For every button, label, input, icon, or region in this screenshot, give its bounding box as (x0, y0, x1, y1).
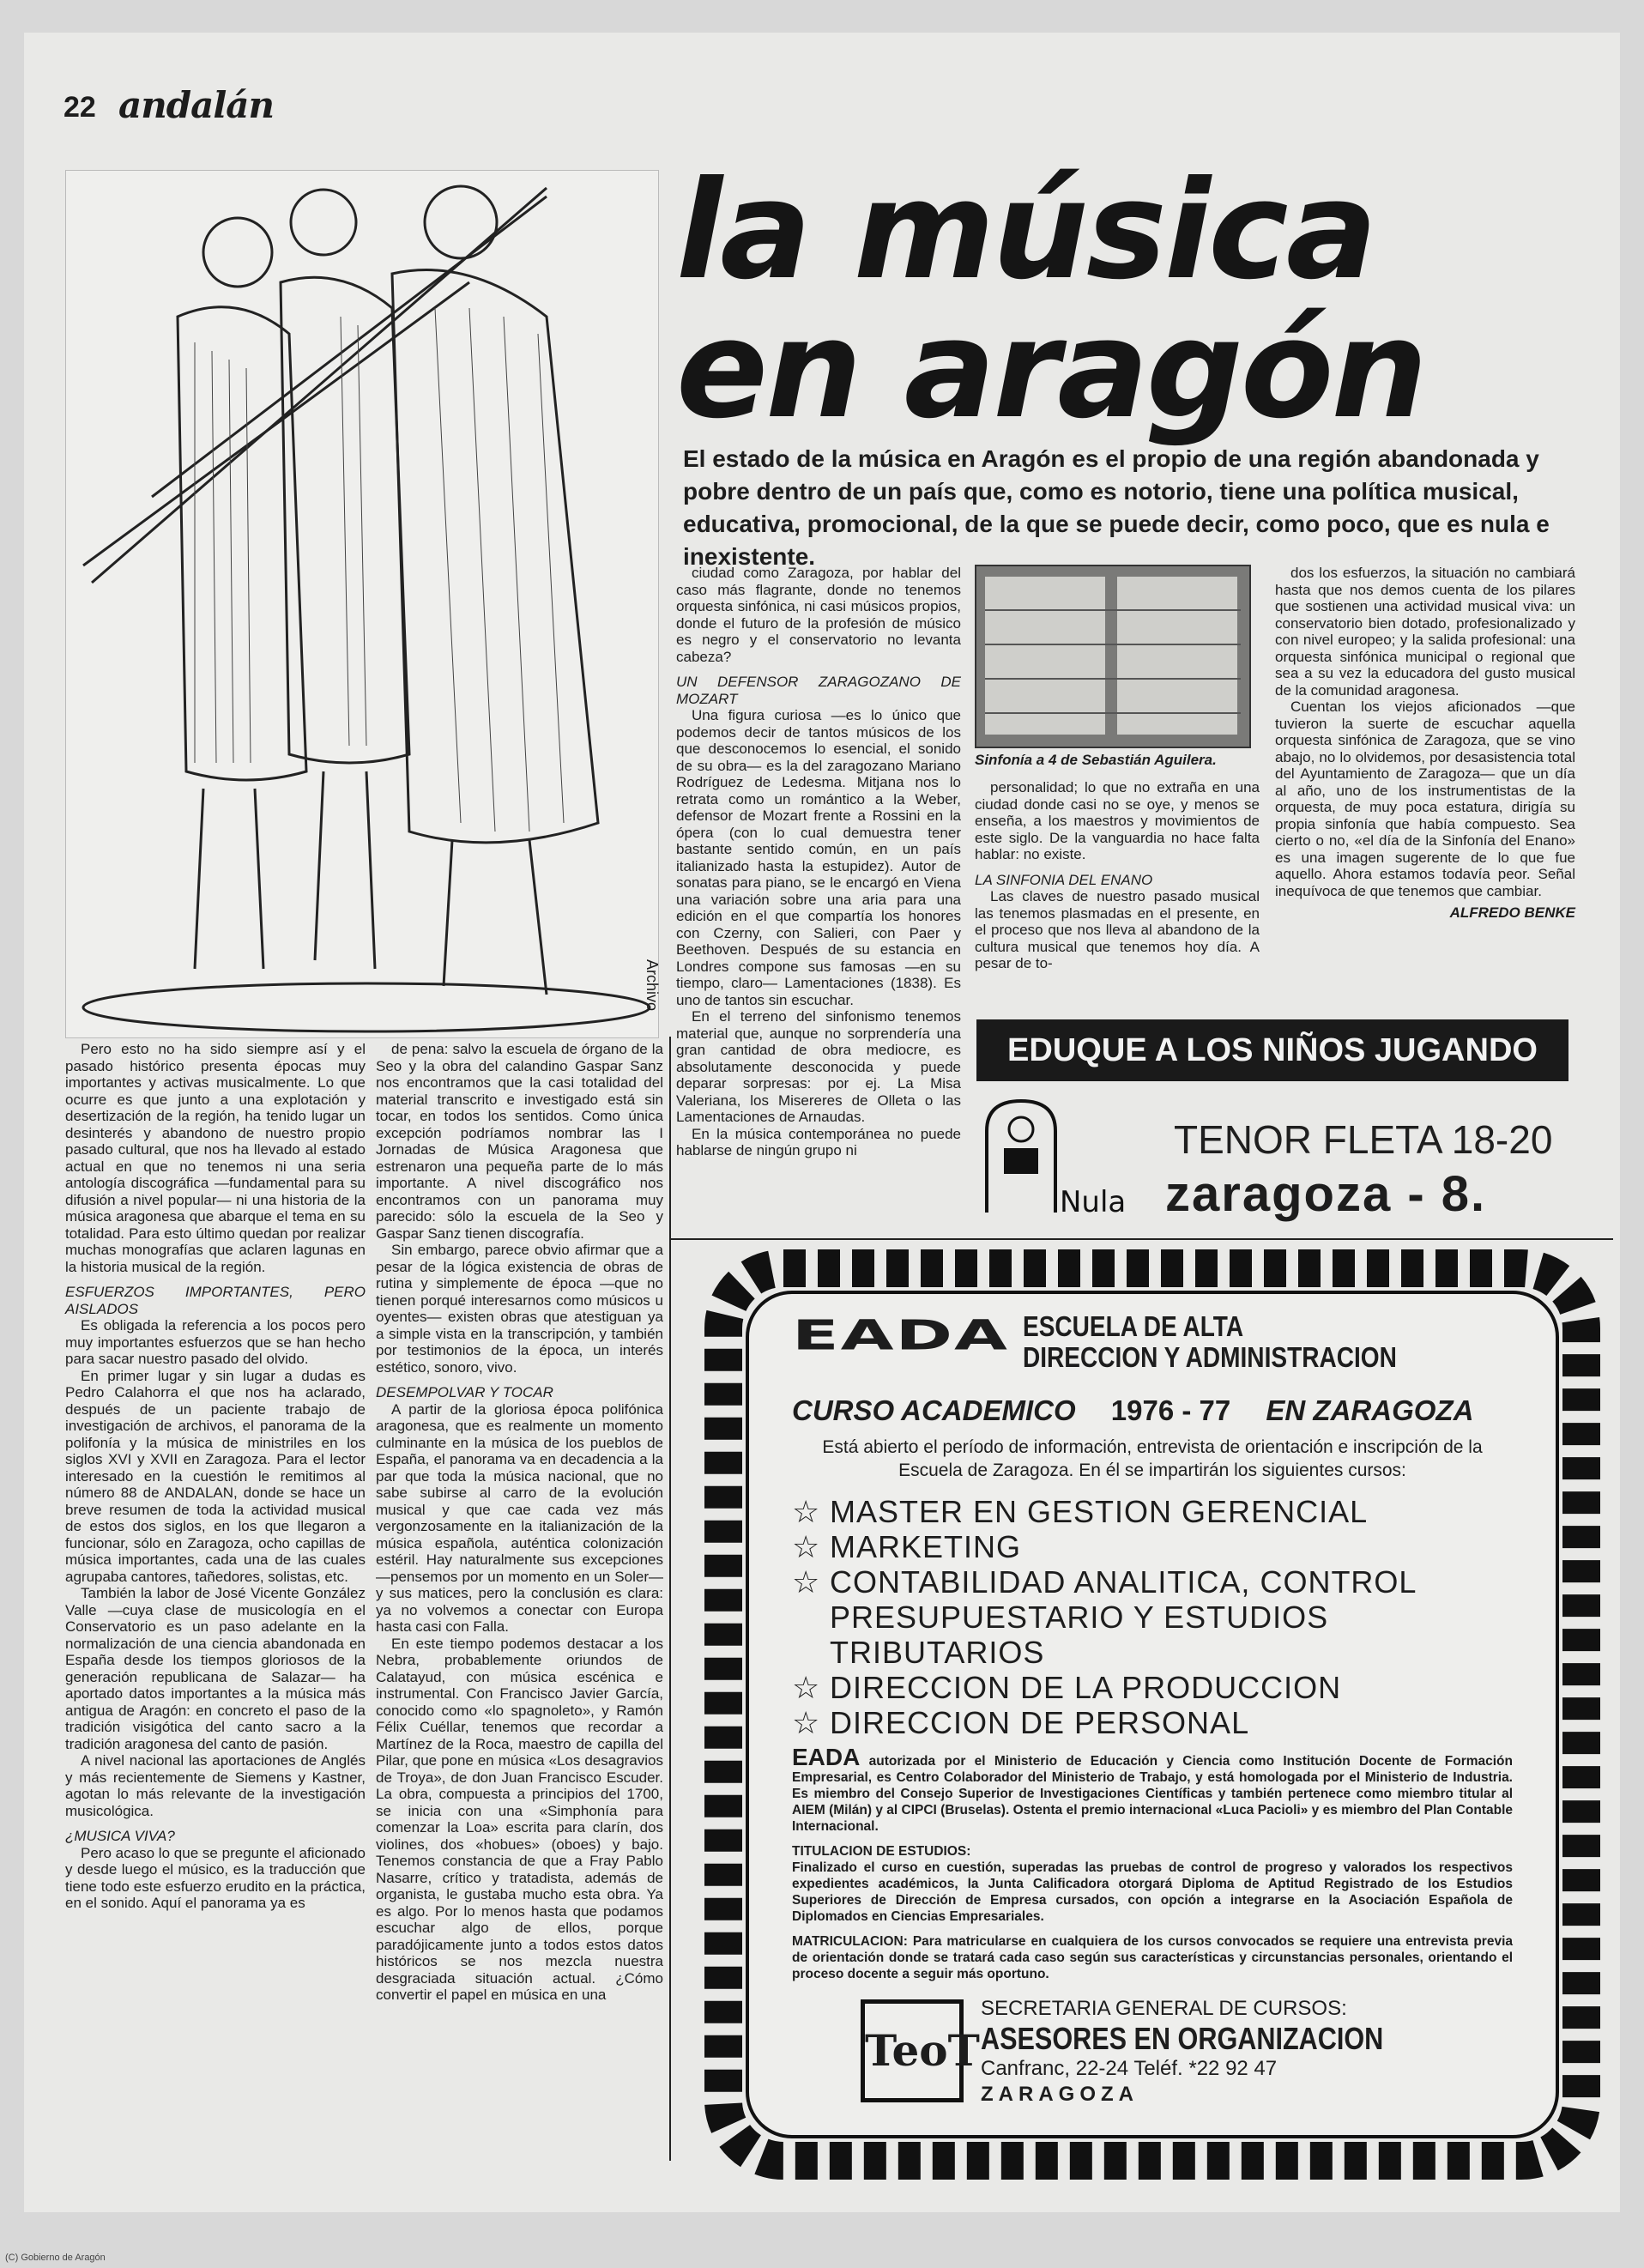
paragraph: En la música contemporánea no puede hablarse de ningún grupo ni (676, 1125, 961, 1158)
course-years: 1976 - 77 (1110, 1394, 1231, 1426)
titulacion-block (792, 1843, 1513, 1925)
page-number: 22 (63, 91, 96, 124)
ad-intro-text: Está abierto el período de información, entrevista de orientación e inscripción de la Escuela de Zaragoza. En él se impartirán los siguientes cursos: (822, 1437, 1483, 1480)
nula-logo-text: Nula (1060, 1185, 1127, 1219)
school-name-line-1: ESCUELA DE ALTA (1023, 1310, 1244, 1342)
matriculacion-block (792, 1933, 1513, 1982)
titulacion-body: Finalizado el curso en cuestión, superadas las pruebas de control de progreso y valorados los respectivos expedientes académicos, la Junta Calificadora otorgará Diploma de Aptitud Registrado de los Estudios Superiores de Dirección de Empresa cursados, con opción a integrarse en la Asociación Española de Diplomados en Ciencias Empresariales. (792, 1860, 1513, 1924)
subheading: ¿MUSICA VIVA? (65, 1828, 175, 1844)
star-icon: ☆ (792, 1670, 821, 1705)
paragraph: A nivel nacional las aportaciones de Anglés y más recientemente de Siemens y Kastner, agotan lo más relevante de la investigación musicológica. (65, 1752, 366, 1819)
subheading: DESEMPOLVAR Y TOCAR (376, 1384, 553, 1400)
paragraph: En primer lugar y sin lugar a dudas es Pedro Calahorra el que nos ha aclarado, después de un paciente trabajo de investigación de archivos, el panorama de la polifonía y la música de ministriles en los siglos XVI y XVII en Zaragoza. Para el lector interesado en la cuestión le remitimos al número 88 de ANDALAN, donde se hace un breve resumen de toda la actividad musical de estos dos siglos, en los que llegaron a funcionar, sólo en Zaragoza, ocho capillas de música importantes, cada una de las cuales agrupaba cantores, tañedores, solistas, etc. (65, 1367, 366, 1585)
teot-logo: TeoT (861, 1999, 964, 2102)
ad-footer (792, 1996, 1513, 2125)
star-icon: ☆ (792, 1529, 821, 1564)
paragraph: Pero acaso lo que se pregunte el aficionado y desde luego el músico, es la traducción que tiene todo este esfuerzo erudito en la práctica, en el sonido. Aquí el panorama ya es (65, 1844, 366, 1911)
ad-header (792, 1311, 1513, 1391)
title-line-1: la música (676, 152, 1375, 310)
paragraph: personalidad; lo que no extraña en una ciudad donde casi no se oye, y menos se enseña, a los maestros y movimientos de este siglo. De la vanguardia no hace falta hablar: no existe. (975, 779, 1260, 862)
course-label: CURSO ACADEMICO (792, 1394, 1076, 1426)
staff-line (985, 644, 1241, 645)
illustration-credit: Archivo (644, 959, 661, 1012)
article-lede: El estado de la música en Aragón es el propio de una región abandonada y pobre dentro de un país que, como es notorio, tiene una política musical, educativa, promocional, de la que se puede decir, como poco, que es nula e inexistente. (683, 445, 1550, 570)
course-list (792, 1494, 1513, 1740)
publication-masthead: andalán (118, 84, 275, 126)
paragraph: Una figura curiosa —es lo único que podemos decir de tantos músicos de los que desconocemos lo esencial, el sonido de su obra— es la del zaragozano Mariano Rodríguez de Ledesma. Mitjana nos lo retrata como un romántico a la Weber, defensor de Mozart frente a Rossini en la ópera (con lo cual demuestra tener bastante sentido común, en un país italianizado hasta la estupidez). Autor de sonatas para piano, se le encargó en Viena una variación sobre una aria para una edición en el que compartía los honores con Czerny, con Salieri, con Paer y Beethoven. Después de su estancia en Londres compone sus famosas —en su tiempo, claro— Lamentaciones (1838). Es uno de tantos sin escuchar. (676, 707, 961, 1008)
subheading: LA SINFONIA DEL ENANO (975, 871, 1153, 888)
eada-logo: EADA (792, 1311, 1009, 1359)
nula-logo (978, 1097, 1127, 1219)
paragraph: Cuentan los viejos aficionados —que tuvieron la suerte de escuchar aquella orquesta sinfónica de Zaragoza, que se vino abajo, no lo olvidemos, por desasistencia total del Ayuntamiento de Zaragoza— que un día al año, uno de los instrumentistas de la orquesta, de muy poca estatura, dirigía su propia sinfonía que había compuesto. Sea cierto o no, «el día de la Sinfonía del Enano» es una imagen sugerente de lo que fue aquello. Ahora estamos todavía peor. Señal inequívoca de que tenemos que cambiar. (1275, 699, 1575, 899)
paragraph: Es obligada la referencia a los pocos pero muy importantes esfuerzos que se han hecho para sacar nuestro pasado del olvido. (65, 1317, 366, 1367)
copyright-credit: (C) Gobierno de Aragón (5, 2253, 106, 2263)
matriculacion-heading: MATRICULACION: (792, 1934, 908, 1949)
eada-advertisement (706, 1251, 1599, 2178)
article-column-3 (676, 565, 961, 1159)
ad-content (792, 1311, 1513, 2125)
music-score-photo (975, 565, 1251, 748)
nula-city: zaragoza - 8. (1165, 1166, 1487, 1222)
subheading: UN DEFENSOR ZARAGOZANO DE MOZART (676, 674, 961, 707)
newspaper-page (24, 33, 1620, 2212)
nula-logo-icon (978, 1097, 1127, 1219)
eada-small-logo: EADA (792, 1744, 861, 1770)
paragraph: A partir de la gloriosa época polifónica aragonesa, que es realmente un momento culminante en la música de los pueblos de España, el panorama va en decadencia a la par que toda la música nacional, que no sabe subirse al carro de la evolución musical y que cae cada vez más vergonzosamente en la italianización de la música española, auténtica colonización estéril. Hay naturalmente sus excepciones —pensemos por un momento en un Soler— y sus matices, pero la conclusión es clara: ya no volvemos a conectar con Europa hasta casi con Falla. (376, 1400, 663, 1635)
article-title (676, 152, 1425, 449)
photo-caption: Sinfonía a 4 de Sebastián Aguilera. (975, 752, 1217, 768)
secretaria-address: Canfranc, 22-24 Teléf. *22 92 47 (981, 2057, 1278, 2080)
paragraph: En el terreno del sinfonismo tenemos material que, aunque no sorprendería una gran cantidad de obra mediocre, es absolutamente desconocida y puede deparar sorpresas: por ej. La Misa Valeriana, los Misereres de Olleta o las Lamentaciones de Arnaudas. (676, 1008, 961, 1125)
secretaria-city: ZARAGOZA (981, 2083, 1139, 2106)
article-column-4 (975, 779, 1260, 972)
authorization-body: autorizada por el Ministerio de Educación y Ciencia como Institución Docente de Formación Empresarial, es Centro Colaborador del Ministerio de Trabajo, y está homologada por el Ministerio de Industria. Es miembro del Consejo Superior de Investigaciones Científicas y también pertenece como miembro titular al AIEM (Milán) y al CIPCI (Bruselas). Ostenta el premio internacional «Luca Pacioli» y es miembro del Plan Contable Internacional. (792, 1754, 1513, 1834)
subheading: ESFUERZOS IMPORTANTES, PERO AISLADOS (65, 1284, 366, 1317)
article-column-2 (376, 1041, 663, 2004)
course-location: EN ZARAGOZA (1266, 1394, 1474, 1426)
course-item: ☆ DIRECCION DE PERSONAL (792, 1705, 1250, 1740)
score-page-right (1117, 577, 1237, 735)
course-item: ☆ MASTER EN GESTION GERENCIAL (792, 1494, 1369, 1529)
paragraph: ciudad como Zaragoza, por hablar del caso más flagrante, donde no tenemos orquesta sinfónica, ni casi músicos propios, donde el futuro de la profesión de músico es negro y el conservatorio no levanta cabeza? (676, 565, 961, 665)
nula-ad-banner: EDUQUE A LOS NIÑOS JUGANDO (976, 1019, 1568, 1081)
course-item: ☆ MARKETING (792, 1529, 1022, 1564)
course-item: ☆ CONTABILIDAD ANALITICA, CONTROL PRESUPUESTARIO Y ESTUDIOS TRIBUTARIOS (792, 1564, 1417, 1670)
paragraph: También la labor de José Vicente González Valle —cuya clase de musicología en el Conservatorio es un paso adelante en la normalización de una ciencia abandonada en España desde los tiempos gloriosos de la generación republicana de Salazar— ha aportado datos importantes a la música más antigua de Aragón: en concreto el paso de la tradición visigótica del canto sacro a la tradición aragonesa del canto de pasión. (65, 1585, 366, 1752)
column-divider (669, 1037, 671, 2161)
titulacion-heading: TITULACION DE ESTUDIOS: (792, 1844, 971, 1859)
paragraph: En este tiempo podemos destacar a los Nebra, probablemente oriundos de Calatayud, con música escénica e instrumental. Con Francisco Javier García, conocido como «lo spagnoleto», y Ramón Félix Cuéllar, tenemos que recordar a Martínez de la Roca, maestro de capilla del Pilar, que pone en música «Los desagravios de Troya», de don Juan Francisco Escuder. La obra, compuesta a principios del 1700, se inicia con una «Simphonía para comenzar la Loa» escrita para clarín, dos violines, dos «hobues» (oboes) y bajo. Tenemos constancia de que a Fray Pablo Nasarre, crítico y tratadista, además de organista, le gustaba mucho esta obra. Ya es algo. Por lo menos hasta que podamos escuchar algo de ellos, porque paradójicamente junto a todos estos datos históricos se nos mezcla nuestra desgraciada situación actual. ¿Cómo convertir el papel en música en una (376, 1635, 663, 2003)
paragraph: Pero esto no ha sido siempre así y el pasado histórico presenta épocas muy importantes y activas musicalmente. Lo que ocurre es que junto a una explotación y desertización de la región, ha tenido lugar un desinterés y abandono de nuestro propio pasado cultural, que nos ha llevado al estado actual en que no tenemos ni una seria antología discográfica —fundamental para su difusión a nivel popular— ni una historia de la música aragonesa que abarque el tema en su totalidad. Para esto último quedan por realizar muchas monografías que aclaren lagunas en la historia musical de la región. (65, 1041, 366, 1275)
section-divider (669, 1238, 1613, 1240)
star-icon: ☆ (792, 1564, 821, 1600)
school-name (1023, 1311, 1397, 1373)
matriculacion-body: Para matricularse en cualquiera de los cursos convocados se requiere una entrevista previa de orientación donde se tratará cada caso según sus características y circunstancias personales, orientando el proceso docente a seguir más oportuno. (792, 1934, 1513, 1981)
secretaria-block (981, 1996, 1454, 2108)
paragraph: dos los esfuerzos, la situación no cambiará hasta que nos demos cuenta de los pilares que sostienen una actividad musical viva: un conservatorio bien dotado, profesionalizado y con nivel europeo; y la salida profesional: una orquesta sinfónica municipal o regional que sea a su vez la educadora del gusto musical de la comunidad aragonesa. (1275, 565, 1575, 699)
star-icon: ☆ (792, 1494, 821, 1529)
title-line-2: en aragón (676, 291, 1425, 449)
article-column-1 (65, 1041, 366, 1912)
staff-line (985, 678, 1241, 680)
staff-line (985, 712, 1241, 714)
paragraph: de pena: salvo la escuela de órgano de la Seo y la obra del calandino Gaspar Sanz nos encontramos que la casi totalidad del material transcrito e investigado está sin tocar, en todos los sentidos. Como única excepción podríamos nombrar las I Jornadas de Música Aragonesa que estrenaron una pequeña parte de lo más importante. A nivel discográfico nos encontramos con un panorama muy parecido: sólo la escuela de la Seo y Gaspar Sanz tienen discografía. (376, 1041, 663, 1242)
paragraph: Las claves de nuestro pasado musical las tenemos plasmadas en el presente, en el proceso que nos lleva al abandono de la cultura musical que tenemos hoy día. A pesar de to- (975, 888, 1260, 971)
score-page-left (985, 577, 1105, 735)
star-icon: ☆ (792, 1705, 821, 1740)
school-name-line-2: DIRECCION Y ADMINISTRACION (1023, 1341, 1398, 1373)
illustration-trombonists (65, 170, 659, 1038)
staff-line (985, 609, 1241, 611)
course-item: ☆ DIRECCION DE LA PRODUCCION (792, 1670, 1342, 1705)
article-column-5 (1275, 565, 1575, 922)
article-author: ALFREDO BENKE (1449, 904, 1575, 921)
secretaria-label: SECRETARIA GENERAL DE CURSOS: (981, 1997, 1347, 2020)
engraving-figures-image (66, 171, 658, 1037)
paragraph: Sin embargo, parece obvio afirmar que a pesar de la lógica existencia de obras de rutina y simplemente de época —que no tienen porqué interesarnos como músicos u oyentes— existen obras que atestiguan ya a simple vista en la transcripción, y también por testimonios de la época, un interés estético, sonoro, vivo. (376, 1242, 663, 1376)
course-line (792, 1394, 1513, 1427)
nula-address: TENOR FLETA 18-20 (1174, 1117, 1553, 1162)
asesores-name: ASESORES EN ORGANIZACION (981, 2021, 1384, 2056)
authorization-text (792, 1744, 1513, 1835)
